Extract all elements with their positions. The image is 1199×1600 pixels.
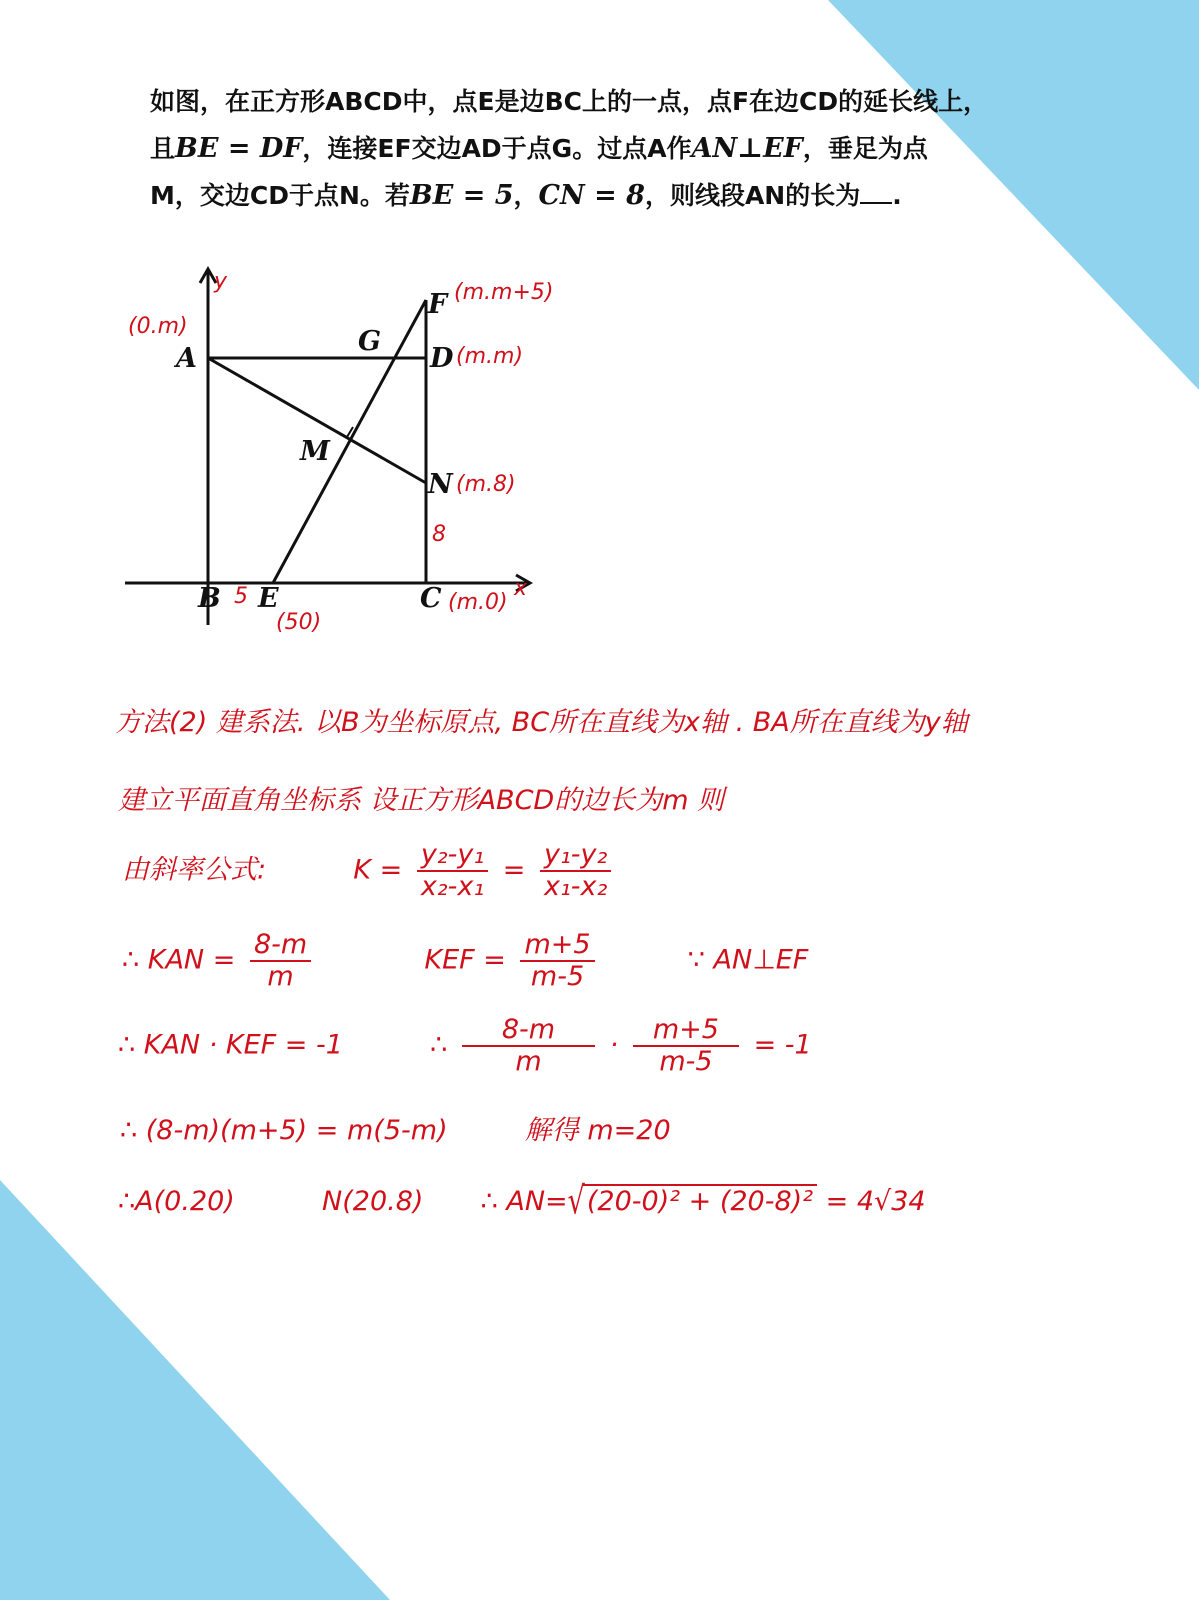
sqrt-symbol: √ [567, 1179, 585, 1224]
slope-formula-label: 由斜率公式: [122, 854, 267, 886]
equation-cn-8: CN = 8 [538, 180, 645, 211]
label-e: E [258, 583, 279, 614]
problem-line-1 [150, 78, 1030, 125]
equation-be-5: BE = 5 [409, 180, 514, 211]
k-ef-label: KEF = [424, 944, 506, 976]
fraction-denominator: m-5 [659, 1046, 713, 1077]
label-c: C [420, 583, 442, 614]
solution-line-7 [118, 1179, 926, 1224]
length-cn: 8 [432, 522, 446, 547]
equals-sign: = [502, 854, 526, 886]
solution-line-2: 建立平面直角坐标系 设正方形ABCD的边长为m 则 [118, 785, 725, 816]
label-d: D [430, 343, 454, 374]
coord-f: (m.m+5) [454, 280, 554, 305]
because-perp: ∵ AN⊥EF [687, 944, 809, 976]
coord-d: (m.m) [456, 344, 524, 369]
point-n-coords: N(20.8) [322, 1186, 424, 1217]
fraction-denominator: m-5 [530, 961, 585, 992]
k-an-label: ∴ KAN = [122, 944, 236, 976]
product-rhs: = -1 [753, 1029, 812, 1061]
coord-e: (50) [276, 610, 322, 635]
an-result: = 4√34 [825, 1186, 926, 1217]
problem-text: ，则线段AN的长为 [644, 181, 861, 210]
problem-text: 且 [150, 134, 176, 163]
solution-line-3 [122, 840, 617, 902]
product-fraction-1 [462, 1015, 595, 1077]
multiply-dot: · [609, 1029, 619, 1061]
slope-fraction-1 [417, 840, 488, 902]
problem-line-2 [150, 125, 1030, 172]
fraction-numerator: m+5 [633, 1015, 739, 1047]
fraction-numerator: 8-m [462, 1015, 595, 1047]
label-g: G [358, 326, 382, 357]
segment-ef [273, 300, 426, 583]
coord-n: (m.8) [456, 472, 516, 497]
slope-fraction-2 [540, 840, 611, 902]
fraction-numerator: m+5 [520, 930, 594, 962]
sqrt-radicand: (20-0)² + (20-8)² [583, 1184, 817, 1217]
point-a-coords: ∴A(0.20) [118, 1186, 235, 1217]
solution-line-5 [118, 1015, 812, 1077]
fraction-numerator: 8-m [250, 930, 311, 962]
product-fraction-2 [633, 1015, 739, 1077]
length-be: 5 [234, 584, 248, 609]
problem-text: ，垂足为点 [802, 134, 928, 163]
fraction-denominator: m [267, 961, 294, 992]
fraction-denominator: x₂-x₁ [420, 871, 485, 902]
label-f: F [428, 289, 448, 320]
slope-k: K = [353, 854, 403, 886]
solution-line-6 [120, 1108, 671, 1147]
label-n: N [428, 469, 453, 500]
problem-text: M，交边CD于点N。若 [150, 181, 410, 210]
equation-expanded: ∴ (8-m)(m+5) = m(5-m) [120, 1115, 448, 1146]
equation-an-perp-ef: AN⊥EF [691, 133, 803, 164]
axis-y-label: y [214, 269, 228, 294]
label-m: M [300, 436, 330, 467]
coord-a: (0.m) [128, 314, 188, 339]
problem-text: 如图，在正方形ABCD中，点E是边BC上的一点，点F在边CD的延长线上， [150, 87, 989, 116]
geometry-figure [110, 255, 570, 645]
coord-c: (m.0) [448, 590, 508, 615]
k-ef-fraction [520, 930, 594, 992]
square-abcd [208, 358, 426, 583]
label-b: B [198, 583, 221, 614]
k-an-fraction [250, 930, 311, 992]
answer-blank [860, 182, 892, 204]
fraction-denominator: x₁-x₂ [543, 871, 608, 902]
fraction-numerator: y₂-y₁ [417, 840, 488, 872]
solve-result: 解得 m=20 [524, 1115, 671, 1146]
problem-line-3 [150, 172, 1030, 219]
solution-line-1: 方法(2) 建系法. 以B为坐标原点, BC所在直线为x轴 . BA所在直线为y轴 [115, 707, 968, 738]
problem-statement [150, 78, 1030, 219]
equation-be-df: BE = DF [175, 133, 303, 164]
therefore-symbol: ∴ [430, 1029, 448, 1061]
an-label: ∴ AN= [480, 1186, 568, 1217]
problem-text: . [892, 181, 902, 210]
problem-text: ， [513, 181, 539, 210]
fraction-denominator: m [515, 1046, 542, 1077]
label-a: A [176, 343, 197, 374]
solution-line-4 [122, 930, 808, 992]
slope-product: ∴ KAN · KEF = -1 [118, 1029, 343, 1061]
problem-text: ，连接EF交边AD于点G。过点A作 [302, 134, 692, 163]
fraction-numerator: y₁-y₂ [540, 840, 611, 872]
axis-x-label: x [514, 576, 528, 601]
right-angle-marker [336, 427, 353, 437]
